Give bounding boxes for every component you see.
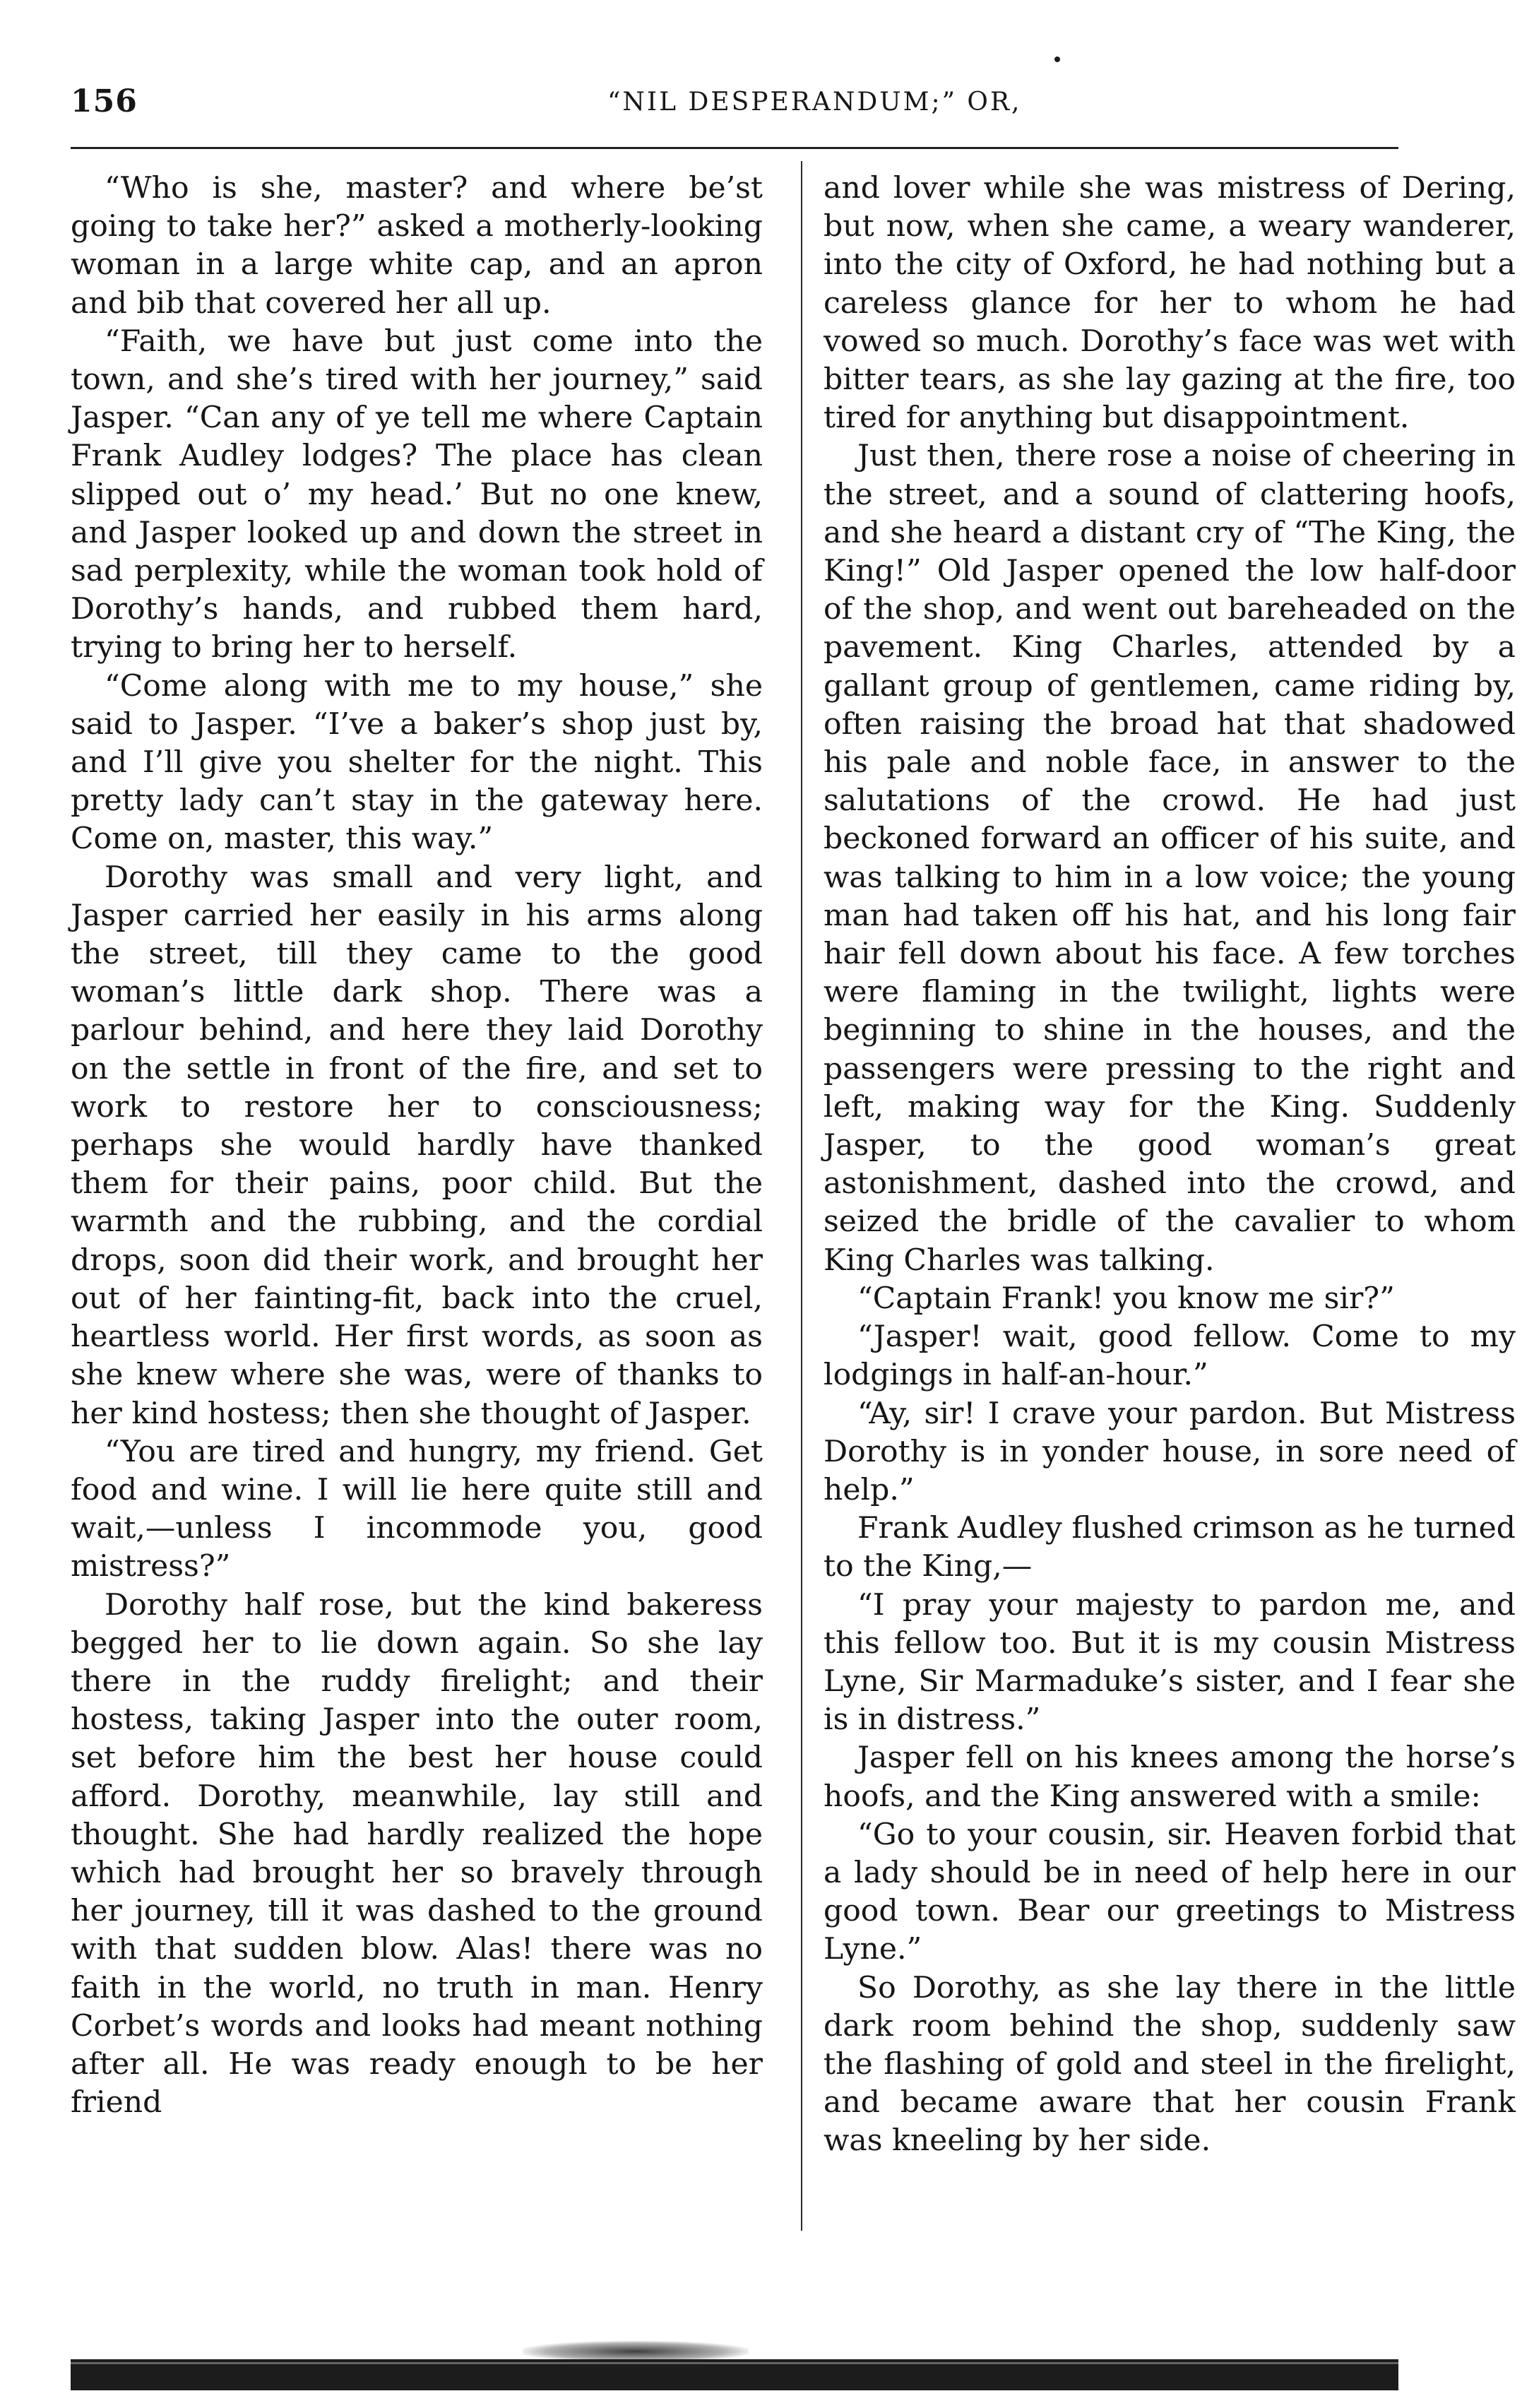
running-title: “NIL DESPERANDUM;” OR, <box>607 88 1022 117</box>
paragraph: “Faith, we have but just come into the town, and she’s tired with her journey,” said Jasper. “Can any of ye tell me where Captain Frank Audley lodges? The place has clean slipped out o’ my head.’ But no one knew, and Jasper looked up and down the street in sad perplexity, while the woman took hold of Dorothy’s hands, and rubbed them hard, trying to bring her to herself. <box>71 324 763 665</box>
paragraph-continued: and lover while she was mistress of Dering, but now, when she came, a weary wanderer, into the city of Oxford, he had nothing but a careless glance for her to whom he had vowed so much. Dorothy’s face was wet with bitter tears, as she lay gazing at the fire, too tired for anything but disappointment. <box>824 171 1516 436</box>
paragraph: Dorothy was small and very light, and Jasper carried her easily in his arms along the street, till they came to the good woman’s little dark shop. There was a parlour behind, and here they laid Dorothy on the settle in front of the fire, and set to work to restore her to consciousness; perhaps she would hardly have thanked them for their pains, poor child. But the warmth and the rubbing, and the cordial drops, soon did their work, and brought her out of her fainting-fit, back into the cruel, heartless world. Her first words, as soon as she knew where she was, were of thanks to her kind hostess; then she thought of Jasper. <box>71 860 763 1431</box>
paragraph: Frank Audley flushed crimson as he turned to the King,— <box>824 1511 1516 1584</box>
paragraph: “Go to your cousin, sir. Heaven forbid that a lady should be in need of help here in our good town. Bear our greetings to Mistress Lyne.” <box>824 1817 1516 1967</box>
paragraph: So Dorothy, as she lay there in the little dark room behind the shop, suddenly saw the flashing of gold and steel in the firelight, and became aware that her cousin Frank was kneeling by her side. <box>824 1970 1516 2159</box>
paragraph: “You are tired and hungry, my friend. Get food and wine. I will lie here quite still and wait,—unless I incommode you, good mistress?” <box>71 1434 763 1584</box>
header-rule <box>71 147 1398 149</box>
paragraph: Jasper fell on his knees among the horse’s hoofs, and the King answered with a smile: <box>824 1740 1516 1814</box>
running-head <box>0 83 1522 126</box>
page-number: 156 <box>71 83 138 119</box>
paragraph: “Who is she, master? and where be’st going to take her?” asked a motherly-looking woman in a large white cap, and an apron and bib that covered her all up. <box>71 171 763 321</box>
paragraph: “Ay, sir! I crave your pardon. But Mistress Dorothy is in yonder house, in sore need of help.” <box>824 1396 1516 1507</box>
scan-edge-band <box>71 2359 1398 2390</box>
column-divider <box>801 161 802 2231</box>
paragraph: “Jasper! wait, good fellow. Come to my lodgings in half-an-hour.” <box>824 1319 1516 1393</box>
paragraph: “I pray your majesty to pardon me, and this fellow too. But it is my cousin Mistress Lyne, Sir Marmaduke’s sister, and I fear she is in distress.” <box>824 1587 1516 1738</box>
paragraph: Dorothy half rose, but the kind bakeress begged her to lie down again. So she lay there in the ruddy firelight; and their hostess, taking Jasper into the outer room, set before him the best her house could afford. Dorothy, meanwhile, lay still and thought. She had hardly realized the hope which had brought her so bravely through her journey, till it was dashed to the ground with that sudden blow. Alas! there was no faith in the world, no truth in man. Henry Corbet’s words and looks had meant nothing after all. He was ready enough to be her friend <box>71 1587 763 2121</box>
paragraph: “Captain Frank! you know me sir?” <box>857 1281 1395 1316</box>
ink-speck <box>1054 57 1060 62</box>
paragraph: Just then, there rose a noise of cheering in the street, and a sound of clattering hoofs, and she heard a distant cry of “The King, the King!” Old Jasper opened the low half-door of the shop, and went out bareheaded on the pavement. King Charles, attended by a gallant group of gentlemen, came riding by, often raising the broad hat that shadowed his pale and noble face, in answer to the salutations of the crowd. He had just beckoned forward an officer of his suite, and was talking to him in a low voice; the young man had taken off his hat, and his long fair hair fell down about his face. A few torches were flaming in the twilight, lights were beginning to shine in the houses, and the passengers were pressing to the right and left, making way for the King. Suddenly Jasper, to the good woman’s great astonishment, dashed into the crowd, and seized the bridle of the cavalier to whom King Charles was talking. <box>824 439 1516 1278</box>
left-column <box>71 170 763 2122</box>
paragraph: “Come along with me to my house,” she said to Jasper. “I’ve a baker’s shop just by, and I’ll give you shelter for the night. This pretty lady can’t stay in the gateway here. Come on, master, this way.” <box>71 668 763 857</box>
right-column <box>824 170 1516 2161</box>
